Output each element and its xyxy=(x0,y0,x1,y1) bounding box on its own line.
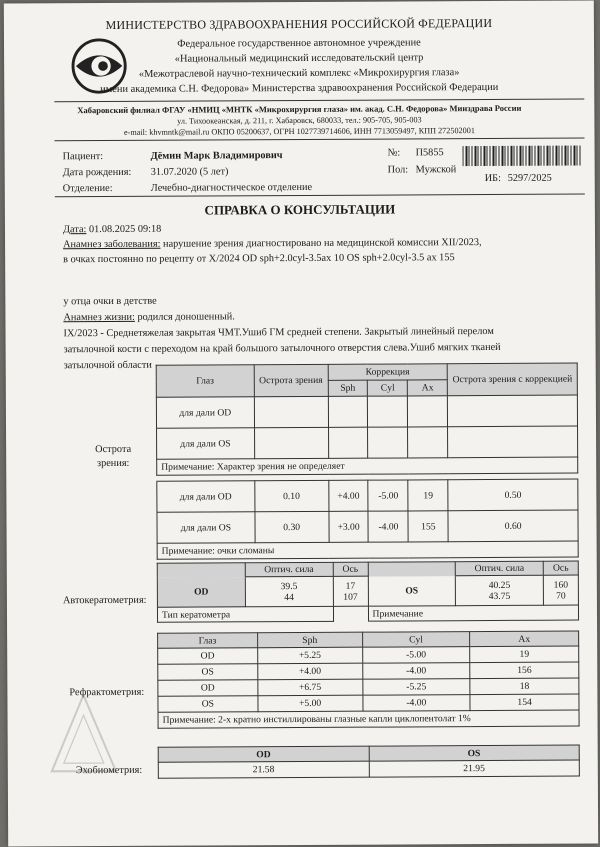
autokerato-od-axis xyxy=(333,576,368,606)
acuity-a-cyl-od xyxy=(368,396,408,427)
num-label: №: xyxy=(387,147,401,159)
autokerato-od-p1: 39.5 xyxy=(280,580,298,592)
refracto-sph-3: +6.75 xyxy=(258,679,363,696)
header-divider-2 xyxy=(55,138,585,142)
refracto-h-sph: Sph xyxy=(257,632,362,648)
sex-value: Мужской xyxy=(415,164,457,176)
echo-table xyxy=(158,745,580,779)
autokerato-os-a2: 70 xyxy=(556,590,566,602)
patient-divider xyxy=(55,194,585,198)
table-row xyxy=(158,760,579,778)
acuity-a-eye-os: для дали OS xyxy=(157,428,255,460)
barcode xyxy=(463,146,581,167)
echo-section-label: Эхобиометрия: xyxy=(75,764,143,777)
stamp-watermark-icon xyxy=(47,691,119,781)
acuity-a-cyl-os xyxy=(368,427,408,458)
acuity-b-corr-os: 0.60 xyxy=(448,510,578,542)
acuity-note-a: Примечание: Характер зрения не определяет xyxy=(157,457,578,475)
refracto-sph-1: +5.25 xyxy=(257,647,362,664)
refracto-cyl-3: -5.25 xyxy=(362,679,470,696)
acuity-a-val-os xyxy=(254,427,328,458)
document-title: СПРАВКА О КОНСУЛЬТАЦИИ xyxy=(204,201,396,218)
date-line xyxy=(63,224,161,236)
history-line-2: затылочной кости с переходом на край большого затылочного отверстия слева.Ушиб мягких тканей xyxy=(63,341,501,356)
acuity-b-val-os: 0.30 xyxy=(255,511,329,542)
echo-od-value: 21.58 xyxy=(158,761,369,778)
acuity-a-ax-od xyxy=(408,396,448,427)
anamnesis-line-1 xyxy=(63,237,482,250)
acuity-b-sph-od: +4.00 xyxy=(328,480,368,511)
ib-label: ИБ: xyxy=(484,172,501,185)
branch-name: Хабаровский филиал ФГАУ «НМИЦ «МНТК «Микрохирургия глаза» им. акад. С.Н. Федорова» Минздрава России xyxy=(77,102,522,116)
autokerato-table xyxy=(157,561,579,623)
acuity-b-val-od: 0.10 xyxy=(254,480,328,511)
table-row xyxy=(156,395,577,428)
table-row xyxy=(157,510,578,543)
life-label: Анамнез жизни: xyxy=(63,311,135,324)
acuity-b-eye-od: для дали OD xyxy=(157,481,255,513)
anamnesis-line-2: в очках постоянно по рецепту от X/2024 OD sph+2.0cyl-3.5ax 10 OS sph+2.0cyl-3.5 ax 155 xyxy=(63,252,455,266)
acuity-b-corr-od: 0.50 xyxy=(448,479,578,511)
refracto-ax-1: 19 xyxy=(470,646,579,663)
life-text: родился доношенный. xyxy=(134,311,235,323)
acuity-b-cyl-od: -5.00 xyxy=(368,480,408,511)
acuity-h-sph: Sph xyxy=(328,380,368,396)
acuity-section-label: Острота зрения: xyxy=(95,443,132,470)
autokerato-os: OS xyxy=(368,576,456,606)
refracto-h-cyl: Cyl xyxy=(362,632,470,648)
ministry-title: МИНИСТЕРСТВО ЗДРАВООХРАНЕНИЯ РОССИЙСКОЙ ФЕДЕРАЦИИ xyxy=(105,15,493,33)
autokerato-od-p2: 44 xyxy=(284,591,294,603)
acuity-h-cyl: Cyl xyxy=(368,380,408,396)
org-line-1: Федеральное государственное автономное учреждение xyxy=(177,37,421,50)
ib-value: 5297/2025 xyxy=(507,172,552,184)
refracto-eye-2: OS xyxy=(158,664,258,681)
sex-label: Пол: xyxy=(387,164,409,176)
family-history: у отца очки в детстве xyxy=(63,295,157,308)
autokerato-od-a2: 107 xyxy=(343,591,358,603)
patient-name: Дёмин Марк Владимирович xyxy=(150,150,283,162)
table-row xyxy=(157,426,578,459)
autokerato-os-p1: 40.25 xyxy=(488,579,511,591)
autokerato-h-axis-od: Ось xyxy=(333,562,368,576)
acuity-h-acuity: Острота зрения xyxy=(254,364,328,396)
refracto-table xyxy=(157,631,579,729)
acuity-a-ax-os xyxy=(408,427,448,458)
refracto-eye-3: OD xyxy=(158,680,258,697)
header-divider xyxy=(54,99,584,103)
refracto-h-eye: Глаз xyxy=(158,633,258,649)
acuity-b-cyl-os: -4.00 xyxy=(368,511,408,542)
document-page xyxy=(4,0,598,846)
refracto-h-ax: Ax xyxy=(470,631,579,647)
refracto-sph-4: +5.00 xyxy=(258,695,363,712)
acuity-b-sph-os: +3.00 xyxy=(328,511,368,542)
anamnesis-label: Анамнез заболевания: xyxy=(63,238,161,251)
dept-label: Отделение: xyxy=(62,182,113,195)
autokerato-os-power xyxy=(456,575,544,605)
keratometer-type: Тип кератометра xyxy=(157,606,333,622)
refracto-cyl-1: -5.00 xyxy=(362,647,470,664)
autokerato-h-axis-os: Ось xyxy=(543,561,578,575)
refracto-ax-4: 154 xyxy=(470,694,579,711)
branch-address: ул. Тихоокеанская, д. 211, г. Хабаровск, 680033, тел.: 905-705, 905-003 xyxy=(177,115,422,126)
history-line-1: IX/2023 - Среднетяжелая закрытая ЧМТ.Ушиб ГМ средней степени. Закрытый линейный перелом xyxy=(63,325,494,340)
refracto-ax-2: 156 xyxy=(470,662,579,679)
autokerato-od-power xyxy=(245,576,333,606)
acuity-h-eye: Глаз xyxy=(156,365,254,398)
autokerato-os-a1: 160 xyxy=(553,579,569,591)
acuity-a-val-od xyxy=(254,396,328,427)
org-line-3: «Межотраслевой научно-технический комплекс «Микрохирургия глаза» xyxy=(138,67,460,80)
refracto-eye-4: OS xyxy=(158,696,258,713)
dept-value: Лечебно-диагностическое отделение xyxy=(150,181,313,194)
date-value: 01.08.2025 09:18 xyxy=(86,223,162,236)
table-row xyxy=(157,479,578,512)
refracto-cyl-2: -4.00 xyxy=(362,663,470,680)
history-line-3: затылочной области xyxy=(63,359,152,372)
date-label: Дата: xyxy=(62,224,87,236)
acuity-b-ax-os: 155 xyxy=(408,511,448,542)
autokerato-os-axis xyxy=(543,575,578,605)
anamnesis-text-1: нарушение зрения диагностировано на медицинской комиссии XII/2023, xyxy=(160,237,482,250)
autokerato-note: Примечание xyxy=(368,605,579,621)
acuity-h-ax: Ax xyxy=(408,380,448,396)
acuity-a-corr-od xyxy=(448,395,578,427)
refracto-sph-2: +4.00 xyxy=(258,663,363,680)
dob-label: Дата рождения: xyxy=(62,166,132,179)
autokerato-section-label: Автокератометрия: xyxy=(62,594,147,607)
acuity-a-eye-od: для дали OD xyxy=(156,397,254,429)
acuity-a-sph-od xyxy=(328,396,368,427)
acuity-a-corr-os xyxy=(448,426,578,458)
num-value: П5855 xyxy=(415,147,444,159)
dob-value: 31.07.2020 (5 лет) xyxy=(150,166,229,178)
life-line xyxy=(63,311,234,323)
acuity-b-eye-os: для дали OS xyxy=(157,512,255,544)
refracto-note: Примечание: 2-х кратно инстиллированы глазные капли циклопентолат 1% xyxy=(158,710,579,728)
branch-contacts: e-mail: khvmntk@mail.ru ОКПО 05200637, ОГРН 1027739714606, ИНН 7713059497, КПП 272502001 xyxy=(123,126,475,137)
autokerato-od: OD xyxy=(157,577,245,607)
autokerato-od-a1: 17 xyxy=(345,580,356,592)
acuity-b-ax-od: 19 xyxy=(408,480,448,511)
autokerato-os-p2: 43.75 xyxy=(488,590,511,602)
org-line-4: имени академика С.Н. Федорова» Министерства здравоохранения Российской Федерации xyxy=(100,81,499,96)
acuity-note-b: Примечание: очки сломаны xyxy=(157,541,578,559)
acuity-a-sph-os xyxy=(328,427,368,458)
autokerato-h-power-od: Оптич. сила xyxy=(245,562,333,576)
acuity-table xyxy=(156,363,579,560)
acuity-h-correction: Коррекция xyxy=(328,364,448,381)
org-line-2: «Национальный медицинский исследовательский центр xyxy=(174,52,424,65)
patient-label: Пациент: xyxy=(62,151,104,163)
echo-h-os: OS xyxy=(369,745,580,761)
autokerato-h-power-os: Оптич. сила xyxy=(455,561,543,575)
acuity-h-corrected: Острота зрения с коррекцией xyxy=(447,363,577,396)
refracto-eye-1: OD xyxy=(158,648,258,665)
refracto-section-label: Рефрактометрия: xyxy=(69,686,145,699)
echo-h-od: OD xyxy=(158,746,369,762)
refracto-cyl-4: -4.00 xyxy=(362,695,470,712)
refracto-ax-3: 18 xyxy=(470,678,579,695)
echo-os-value: 21.95 xyxy=(369,760,580,777)
